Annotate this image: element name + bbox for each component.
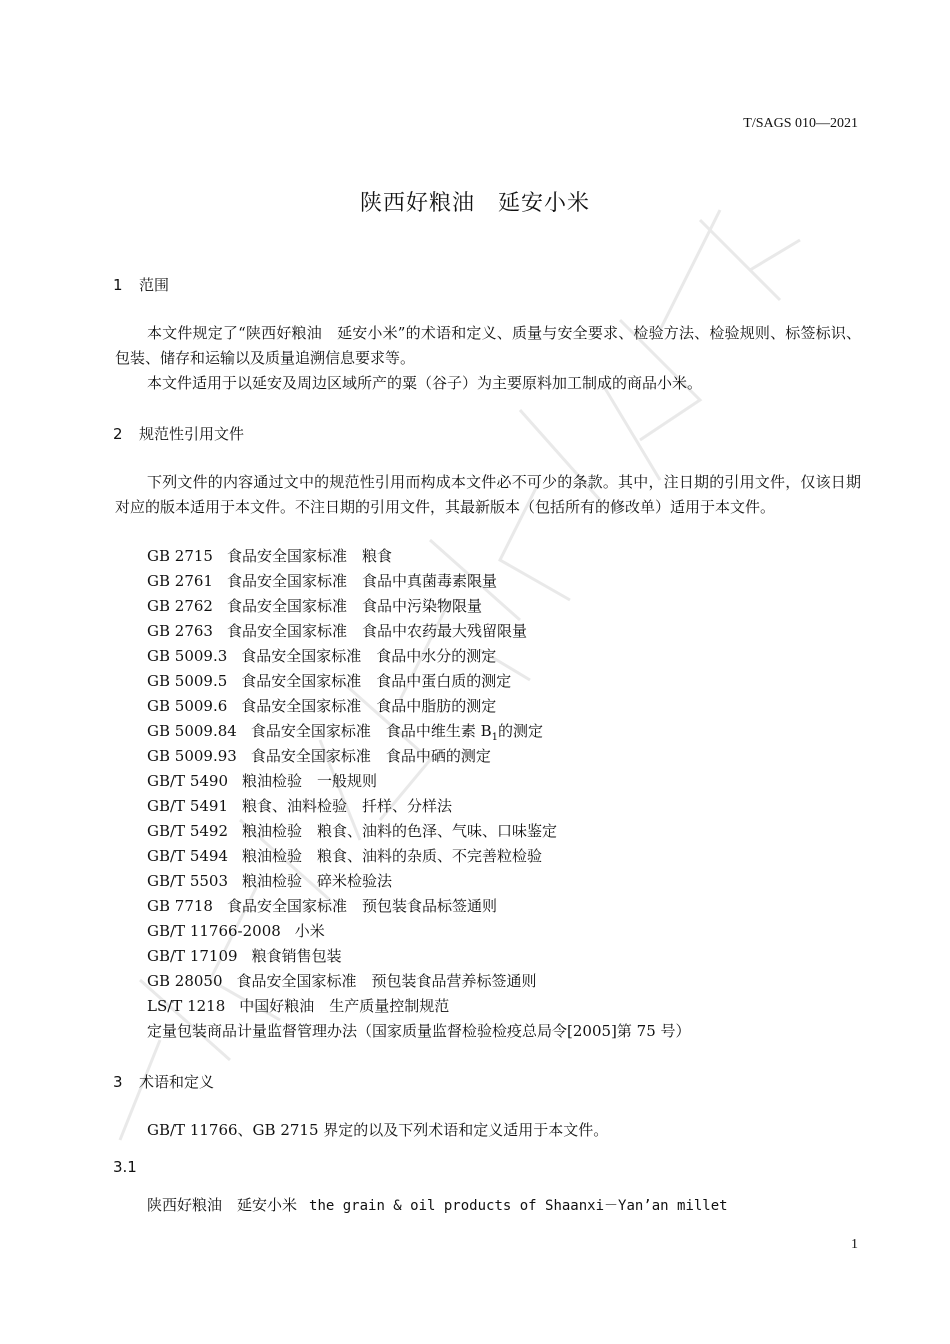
reference-code: GB 5009.84 [147, 722, 237, 740]
reference-item-last: 定量包装商品计量监督管理办法（国家质量监督检验检疫总局令[2005]第 75 号） [147, 1022, 691, 1040]
reference-item [147, 545, 392, 567]
reference-code: GB/T 11766-2008 [147, 922, 281, 940]
reference-title: 食品安全国家标准 食品中蛋白质的测定 [241, 672, 512, 690]
reference-title: 食品安全国家标准 食品中硒的测定 [250, 747, 491, 765]
reference-code: GB/T 5490 [147, 772, 229, 790]
reference-item [147, 595, 482, 617]
reference-item [147, 670, 511, 692]
reference-title: 粮油检验 碎米检验法 [242, 872, 393, 890]
document-title: 陕西好粮油 延安小米 [359, 191, 590, 216]
reference-item [147, 795, 452, 817]
reference-code: GB/T 5492 [147, 822, 229, 840]
reference-code: GB/T 5503 [147, 872, 229, 890]
section-1-paragraph-2: 本文件适用于以延安及周边区域所产的粟（谷子）为主要原料加工制成的商品小米。 [147, 374, 703, 392]
reference-code: GB 2763 [147, 622, 213, 640]
section-2-heading [113, 423, 244, 444]
reference-item [147, 695, 496, 717]
reference-title: 食品安全国家标准 食品中农药最大残留限量 [226, 622, 527, 640]
section-number: 3 [113, 1073, 123, 1091]
section-3-intro: GB/T 11766、GB 2715 界定的以及下列术语和定义适用于本文件。 [147, 1121, 609, 1139]
term-english: the grain & oil products of Shaanxi－Yan’an millet [309, 1198, 728, 1214]
section-1-heading [113, 274, 169, 295]
section-title: 规范性引用文件 [139, 425, 245, 443]
reference-item [147, 970, 537, 992]
reference-title: 食品安全国家标准 预包装食品营养标签通则 [236, 972, 537, 990]
page-number: 1 [851, 1237, 858, 1252]
reference-title: 食品安全国家标准 食品中污染物限量 [226, 597, 482, 615]
reference-item [147, 895, 497, 917]
reference-title: 食品安全国家标准 食品中真菌毒素限量 [226, 572, 497, 590]
section-2-intro: 下列文件的内容通过文中的规范性引用而构成本文件必不可少的条款。其中，注日期的引用文件，仅该日期对应的版本适用于本文件。不注日期的引用文件，其最新版本（包括所有的修改单）适用于本文件。 [115, 473, 861, 516]
reference-code: GB 2761 [147, 572, 213, 590]
section-title: 术语和定义 [139, 1073, 215, 1091]
reference-code: GB 5009.93 [147, 747, 237, 765]
reference-title: 粮食、油料检验 扦样、分样法 [242, 797, 453, 815]
reference-title: 小米 [294, 922, 325, 940]
reference-item [147, 870, 392, 892]
reference-code: GB 28050 [147, 972, 223, 990]
term-number: 3.1 [113, 1158, 137, 1176]
reference-title: 食品安全国家标准 食品中脂肪的测定 [241, 697, 497, 715]
standard-code: T/SAGS 010—2021 [743, 116, 858, 131]
reference-code: GB 7718 [147, 897, 213, 915]
reference-item [147, 920, 325, 942]
reference-item [147, 745, 491, 767]
reference-title: 粮油检验 粮食、油料的杂质、不完善粒检验 [242, 847, 543, 865]
reference-item [147, 995, 449, 1017]
reference-item [147, 570, 497, 592]
reference-item [147, 845, 542, 867]
reference-code: GB/T 5491 [147, 797, 229, 815]
reference-code: GB 2715 [147, 547, 213, 565]
section-number: 1 [113, 276, 123, 294]
reference-code: GB 2762 [147, 597, 213, 615]
reference-title-tail: 的测定 [497, 722, 543, 740]
reference-title: 中国好粮油 生产质量控制规范 [239, 997, 450, 1015]
reference-item [147, 945, 342, 967]
reference-code: GB/T 17109 [147, 947, 238, 965]
reference-code: LS/T 1218 [147, 997, 226, 1015]
term-chinese: 陕西好粮油 延安小米 [147, 1196, 298, 1214]
reference-title: 食品安全国家标准 粮食 [226, 547, 392, 565]
reference-item [147, 620, 527, 642]
reference-title: 粮油检验 一般规则 [242, 772, 378, 790]
reference-code: GB 5009.6 [147, 697, 228, 715]
reference-title: 粮油检验 粮食、油料的色泽、气味、口味鉴定 [242, 822, 558, 840]
section-3-heading [113, 1071, 214, 1092]
reference-title: 食品安全国家标准 食品中水分的测定 [241, 647, 497, 665]
reference-item [147, 645, 496, 667]
reference-title: 食品安全国家标准 预包装食品标签通则 [226, 897, 497, 915]
reference-code: GB 5009.5 [147, 672, 228, 690]
reference-code: GB 5009.3 [147, 647, 228, 665]
reference-title: 食品安全国家标准 食品中维生素 B [250, 722, 492, 740]
reference-item [147, 820, 557, 842]
section-1-paragraph-1: 本文件规定了“陕西好粮油 延安小米”的术语和定义、质量与安全要求、检验方法、检验规则、标签标识、包装、储存和运输以及质量追溯信息要求等。 [115, 324, 861, 367]
subscript: 1 [491, 732, 498, 743]
section-number: 2 [113, 425, 123, 443]
section-title: 范围 [139, 276, 170, 294]
term-entry [147, 1194, 728, 1215]
reference-title: 粮食销售包装 [251, 947, 342, 965]
reference-code: GB/T 5494 [147, 847, 229, 865]
reference-item [147, 770, 377, 792]
